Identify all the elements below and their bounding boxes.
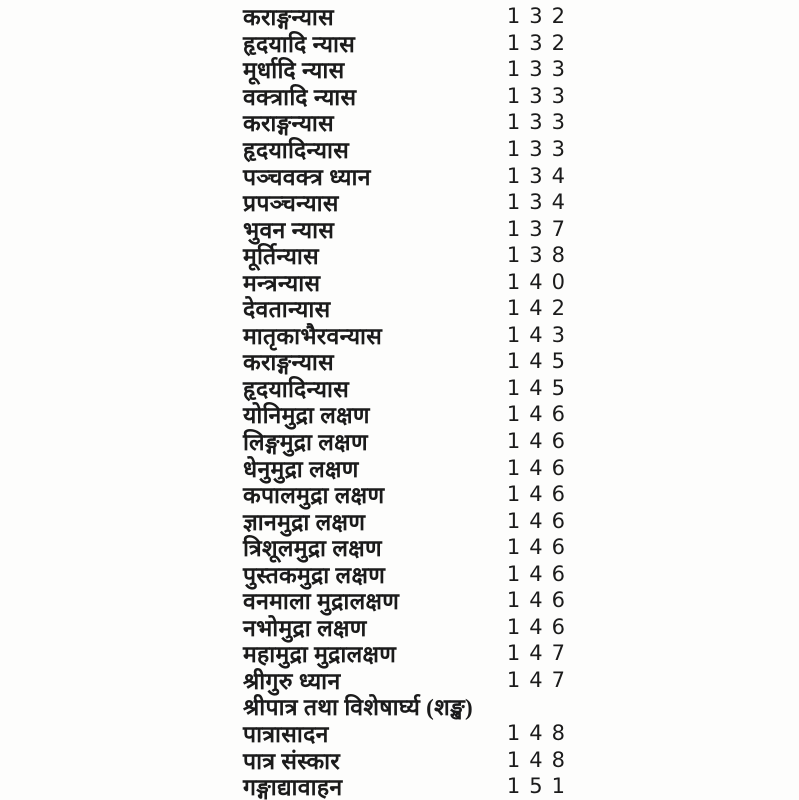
toc-entry-page-number: 147 — [506, 641, 574, 666]
toc-entry — [0, 560, 799, 587]
toc-entry-title: कराङ्गन्यास — [243, 111, 335, 137]
toc-entry — [0, 56, 799, 83]
toc-entry — [0, 693, 799, 720]
toc-entry-title: कपालमुद्रा लक्षण — [243, 483, 385, 509]
toc-entry — [0, 667, 799, 694]
toc-entry — [0, 322, 799, 349]
toc-entry — [0, 640, 799, 667]
toc-entry-title: पात्र संस्कार — [243, 748, 341, 774]
toc-list — [0, 3, 799, 799]
toc-entry-page-number: 148 — [506, 747, 574, 772]
toc-entry-page-number: 145 — [506, 349, 574, 374]
toc-entry — [0, 720, 799, 747]
toc-entry-title: प्रपञ्चन्यास — [243, 191, 339, 217]
toc-entry-page-number: 146 — [506, 614, 574, 639]
toc-entry-page-number: 146 — [506, 429, 574, 454]
toc-entry-page-number: 151 — [506, 774, 574, 799]
toc-entry-title: पात्रासादन — [243, 722, 329, 748]
toc-entry — [0, 481, 799, 508]
toc-entry-title: महामुद्रा मुद्रालक्षण — [243, 642, 397, 668]
toc-entry — [0, 401, 799, 428]
toc-entry — [0, 109, 799, 136]
toc-entry — [0, 534, 799, 561]
toc-entry-page-number: 146 — [506, 482, 574, 507]
toc-entry — [0, 348, 799, 375]
toc-entry — [0, 428, 799, 455]
toc-entry — [0, 242, 799, 269]
toc-entry — [0, 614, 799, 641]
toc-entry-title: गङ्गाद्यावाहन — [243, 775, 343, 800]
toc-entry-title: भुवन न्यास — [243, 217, 335, 243]
toc-entry — [0, 30, 799, 57]
toc-entry-title: मूर्धादि न्यास — [243, 58, 345, 84]
toc-entry-page-number: 142 — [506, 296, 574, 321]
toc-entry — [0, 189, 799, 216]
toc-entry — [0, 136, 799, 163]
toc-entry-page-number: 137 — [506, 216, 574, 241]
toc-entry — [0, 3, 799, 30]
toc-entry-title: धेनुमुद्रा लक्षण — [243, 456, 359, 482]
toc-entry-title: योनिमुद्रा लक्षण — [243, 403, 370, 429]
toc-entry-page-number: 146 — [506, 588, 574, 613]
toc-entry-page-number: 134 — [506, 190, 574, 215]
toc-entry-title: श्रीपात्र तथा विशेषार्घ्य (शङ्ख) — [243, 695, 473, 721]
toc-entry-page-number: 148 — [506, 721, 574, 746]
toc-entry-page-number: 133 — [506, 137, 574, 161]
toc-entry-page-number: 146 — [506, 455, 574, 480]
toc-entry-title: नभोमुद्रा लक्षण — [243, 615, 367, 641]
toc-entry-title: कराङ्गन्यास — [243, 350, 335, 376]
toc-entry — [0, 773, 799, 800]
toc-entry-page-number: 140 — [506, 269, 574, 294]
toc-entry — [0, 295, 799, 322]
toc-entry-title: हृदयादि न्यास — [243, 31, 356, 57]
toc-entry-page-number: 132 — [506, 4, 574, 29]
toc-entry-title: मन्त्रन्यास — [243, 270, 321, 296]
toc-entry-page-number: 147 — [506, 667, 574, 692]
toc-entry — [0, 746, 799, 773]
toc-entry-title: हृदयादिन्यास — [243, 376, 350, 402]
toc-entry-title: पुस्तकमुद्रा लक्षण — [243, 562, 386, 588]
toc-entry-page-number: 146 — [506, 535, 574, 560]
toc-entry — [0, 507, 799, 534]
toc-entry-title: त्रिशूलमुद्रा लक्षण — [243, 536, 382, 562]
toc-entry-page-number: 133 — [506, 110, 574, 135]
toc-entry-page-number: 143 — [506, 322, 574, 347]
toc-entry-title: श्रीगुरु ध्यान — [243, 668, 341, 694]
toc-entry-title: कराङ्गन्यास — [243, 5, 335, 31]
toc-entry-title: वनमाला मुद्रालक्षण — [243, 589, 400, 615]
toc-entry — [0, 375, 799, 402]
toc-entry-page-number: 132 — [506, 30, 574, 55]
toc-entry-page-number: 146 — [506, 508, 574, 533]
toc-entry — [0, 215, 799, 242]
toc-entry — [0, 587, 799, 614]
toc-entry-page-number: 145 — [506, 375, 574, 400]
toc-entry-title: लिङ्गमुद्रा लक्षण — [243, 430, 368, 456]
toc-entry-title: मातृकाभैरवन्यास — [243, 323, 383, 349]
toc-entry-page-number: 133 — [506, 83, 574, 108]
toc-entry — [0, 83, 799, 110]
toc-entry-page-number: 146 — [506, 402, 574, 427]
toc-entry-title: ज्ञानमुद्रा लक्षण — [243, 509, 366, 535]
toc-entry-title: वक्त्रादि न्यास — [243, 84, 357, 110]
toc-entry-page-number: 133 — [506, 57, 574, 82]
toc-entry — [0, 454, 799, 481]
toc-entry-page-number: 138 — [506, 243, 574, 268]
toc-entry — [0, 268, 799, 295]
toc-entry-title: मूर्तिन्यास — [243, 244, 319, 270]
toc-entry — [0, 162, 799, 189]
toc-entry-title: देवतान्यास — [243, 297, 331, 323]
toc-entry-title: हृदयादिन्यास — [243, 138, 350, 163]
toc-entry-page-number: 146 — [506, 561, 574, 586]
toc-entry-page-number: 134 — [506, 163, 574, 188]
toc-entry-title: पञ्चवक्त्र ध्यान — [243, 164, 371, 190]
